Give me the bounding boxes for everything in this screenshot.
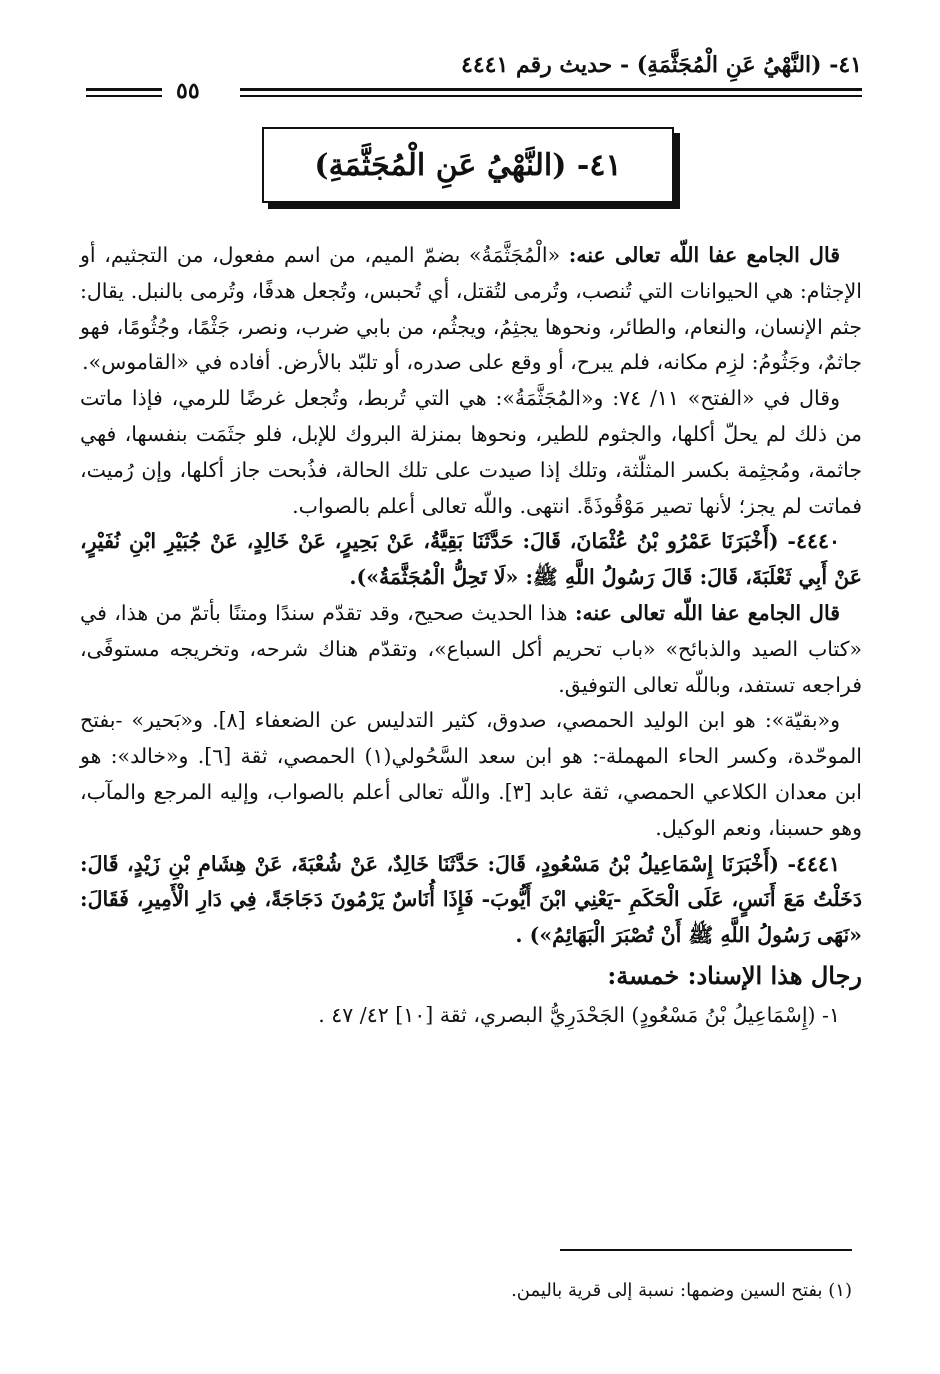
page-header [78, 50, 862, 104]
commentary-text-2: هذا الحديث صحيح، وقد تقدّم سندًا ومتنًا بأتمّ من هذا، في «كتاب الصيد والذبائح» «باب تحريم أكل السباع»، وتقدّم هناك شرحه، وتخريجه مستوفًى، فراجعه تستفد، وباللّه تعالى التوفيق. [80, 600, 862, 697]
footnote: (١) بفتح السين وضمها: نسبة إلى قرية باليمن. [511, 1280, 852, 1301]
page-number: ٥٥ [176, 78, 200, 104]
section-subheading: رجال هذا الإسناد: خمسة: [607, 960, 862, 990]
footnote-separator [560, 1249, 852, 1251]
body-text [80, 238, 862, 1034]
header-rule-right [240, 88, 862, 97]
hadith-4440: ٤٤٤٠- (أَخْبَرَنَا عَمْرُو بْنُ عُثْمَانَ، قَالَ: حَدَّثَنَا بَقِيَّةُ، عَنْ بَحِيرٍ، عَنْ خَالِدٍ، عَنْ جُبَيْرِ ابْنِ نُفَيْرٍ، عَنْ أَبِي ثَعْلَبَةَ، قَالَ: قَالَ رَسُولُ اللَّهِ ﷺ: «لَا تَحِلُّ الْمُجَثَّمَةُ»). [80, 529, 862, 590]
narrator-entry-1: ١- (إِسْمَاعِيلُ بْنُ مَسْعُودٍ) الجَحْدَرِيُّ البصري، ثقة [١٠] ٤٢/ ٤٧ . [318, 1002, 840, 1027]
chapter-title-box [262, 127, 674, 203]
hadith-4441: ٤٤٤١- (أَخْبَرَنَا إِسْمَاعِيلُ بْنُ مَسْعُودٍ، قَالَ: حَدَّثَنَا خَالِدٌ، عَنْ شُعْبَةَ، عَنْ هِشَامِ بْنِ زَيْدٍ، قَالَ: دَخَلْتُ مَعَ أَنَسٍ، عَلَى الْحَكَمِ -يَعْنِي ابْنَ أَيُّوبَ- فَإِذَا أُنَاسٌ يَرْمُونَ دَجَاجَةً، فِي دَارِ الْأَمِيرِ، فَقَالَ: «نَهَى رَسُولُ اللَّهِ ﷺ أَنْ تُصْبَرَ الْبَهَائِمُ») . [80, 851, 862, 948]
running-title: ٤١- (النَّهْيُ عَنِ الْمُجَثَّمَةِ) - حديث رقم ٤٤٤١ [461, 52, 862, 78]
commentary-paragraph [80, 238, 862, 381]
fath-quote-paragraph: وقال في «الفتح» ١١/ ٧٤: و«المُجَثَّمَةُ»: هي التي تُربط، وتُجعل غرضًا للرمي، فإذا ماتت من ذلك لم يحلّ أكلها، والجثوم للطير، ونحوها بمنزلة البروك للإبل، فلو جثَمَت بنفسها، فهي جاثمة، ومُجثِمة بكسر المثلّثة، وتلك إذا صيدت على تلك الحالة، فذُبحت جاز أكلها، وإن رُميت، فماتت لم يجز؛ لأنها تصير مَوْقُوذَةً. انتهى. واللّه تعالى أعلم بالصواب. [80, 386, 862, 518]
header-rule-left [86, 88, 162, 97]
commentary-paragraph-2 [80, 596, 862, 703]
narrators-paragraph: و«بقيّة»: هو ابن الوليد الحمصي، صدوق، كثير التدليس عن الضعفاء [٨]. و«بَحير» -بفتح الموحّدة، وكسر الحاء المهملة-: هو ابن سعد السَّحُولي(١) الحمصي، ثقة [٦]. و«خالد»: هو ابن معدان الكلاعي الحمصي، ثقة عابد [٣]. واللّه تعالى أعلم بالصواب، وإليه المرجع والمآب، وهو حسبنا، ونعم الوكيل. [80, 708, 862, 840]
chapter-title: ٤١- (النَّهْيُ عَنِ الْمُجَثَّمَةِ) [314, 147, 622, 183]
commentator-lead: قال الجامع عفا اللّه تعالى عنه: [568, 243, 840, 267]
commentator-lead-2: قال الجامع عفا اللّه تعالى عنه: [574, 600, 840, 625]
commentary-text: «الْمُجَثَّمَةُ» بضمّ الميم، من اسم مفعول، من التجثيم، أو الإجثام: هي الحيوانات التي تُنصب، وتُرمى لتُقتل، أي تُحبس، وتُجعل هدفًا، وتُرمى بالنبل. يقال: جثم الإنسان، والنعام، والطائر، ونحوها يجثِمُ، ويجثُم، من بابي ضرب، ونصر، جَثْمًا، وجُثُومًا، فهو جاثمٌ، وجَثُومُ: لزِم مكانه، فلم يبرح، أو وقع على صدره، أو تلبّد بالأرض. أفاده في «القاموس». [80, 243, 862, 375]
